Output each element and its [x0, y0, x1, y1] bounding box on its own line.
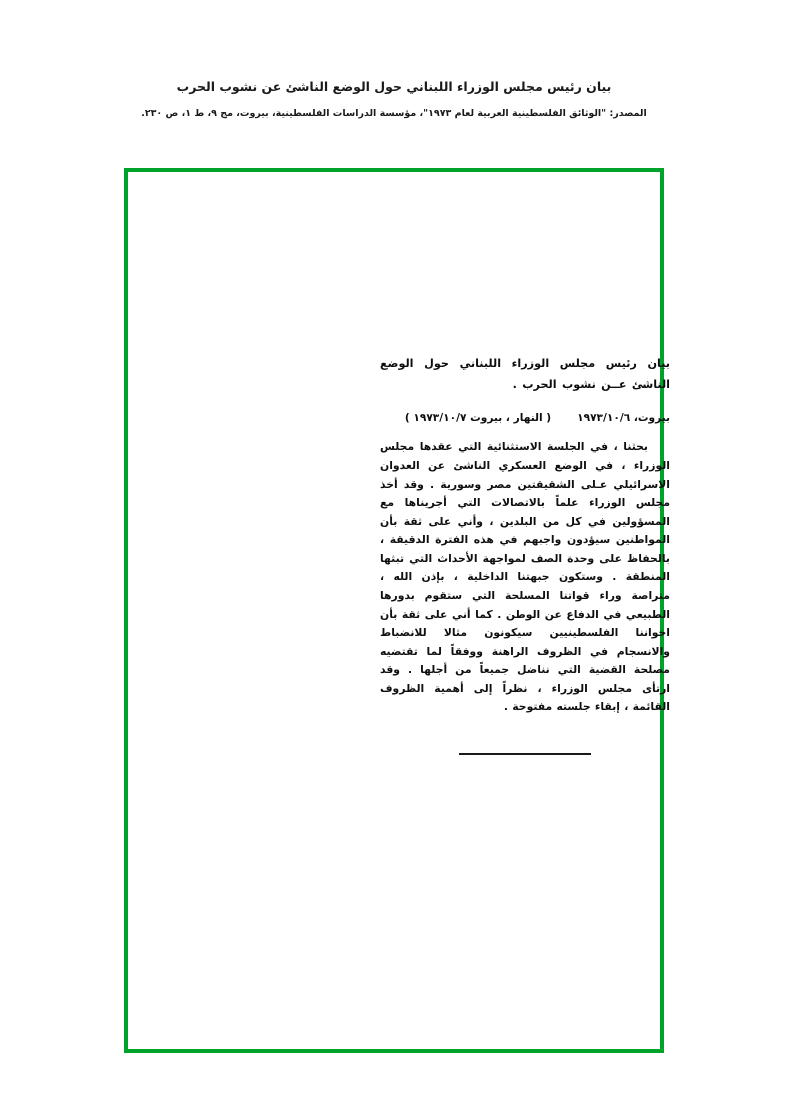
horizontal-rule	[459, 753, 591, 755]
scan-heading: بيان رئيس مجلس الوزراء اللبناني حول الوضع الناشئ عــن نشوب الحرب .	[380, 357, 670, 391]
scan-frame-border	[124, 168, 670, 1053]
scanned-document-content	[380, 354, 670, 755]
dateline-source-ref: ( النهار ، بيروت ١٩٧٣/١٠/٧ )	[404, 412, 552, 425]
scan-dateline	[380, 412, 670, 424]
scan-body-paragraph: بحثنا ، في الجلسة الاستثنائية التي عقدها مجلس الوزراء ، في الوضع العسكري الناشئ عن العدوان الاسرائيلي عـلى الشقيقتين مصر وسورية . وقد أخذ مجلس الوزراء علماً بالاتصالات التي أجريناها مع المسؤولين في كل من البلدين ، وأني على ثقة بأن المواطنين سيؤدون واجبهم في هذه الفترة الدقيقة ، بالحفاظ على وحدة الصف لمواجهة الأحداث التي تبثها المنطقة . وستكون جبهتنا الداخلية ، بإذن الله ، متراصة وراء قواتنا المسلحة التي ستقوم بدورها الطبيعي في الدفاع عن الوطن . كما أني على ثقة بأن اخواننا الفلسطينيين سيكونون مثالا للانضباط والانسجام في الظروف الراهنة ووفقاً لما تقتضيه مصلحة القضية التي نناضل جميعاً من أجلها . وقد ارتأى مجلس الوزراء ، نظراً إلى أهمية الظروف القائمة ، إبقاء جلسته مفتوحة .	[380, 440, 670, 714]
document-header	[0, 78, 788, 120]
dateline-place-date: بيروت، ١٩٧٣/١٠/٦	[577, 412, 670, 425]
source-citation: المصدر: "الوثائق الفلسطينية العربية لعام ١٩٧٣"، مؤسسة الدراسات الفلسطينية، بيروت، مج ٩، ط ١، ص ٢٣٠.	[141, 107, 647, 119]
page-title: بيان رئيس مجلس الوزراء اللبناني حول الوضع الناشئ عن نشوب الحرب	[176, 79, 612, 94]
